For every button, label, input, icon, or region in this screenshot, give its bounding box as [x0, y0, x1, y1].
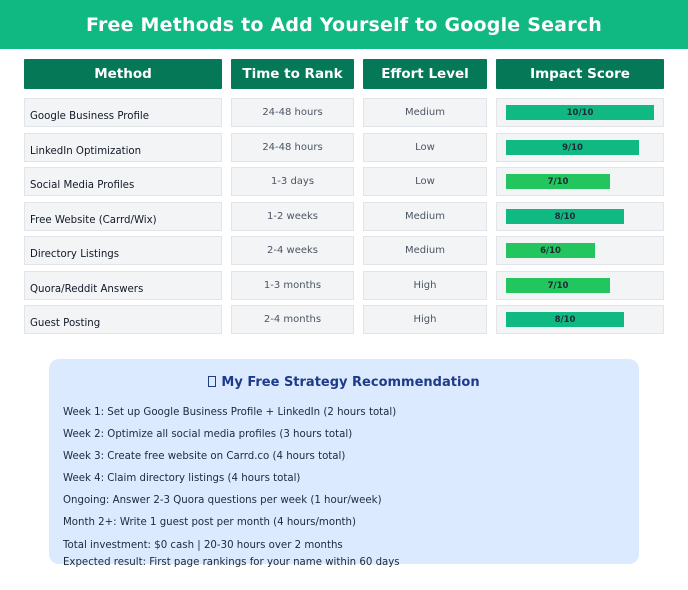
strategy-panel	[49, 359, 639, 568]
strategy-line-ongoing: Ongoing: Answer 2-3 Quora questions per week (1 hour/week)	[63, 495, 382, 506]
cell-effort-level: High	[363, 271, 487, 300]
cell-method: Social Media Profiles	[24, 167, 222, 196]
cell-time-to-rank: 24-48 hours	[231, 133, 354, 162]
impact-score-bar: 8/10	[506, 312, 624, 327]
cell-effort-level: Medium	[363, 98, 487, 127]
column-header-method: Method	[24, 59, 222, 89]
cell-effort-level: Medium	[363, 202, 487, 231]
strategy-line-week1: Week 1: Set up Google Business Profile + LinkedIn (2 hours total)	[63, 407, 397, 418]
cell-effort-level: Low	[363, 133, 487, 162]
cell-impact-score	[496, 236, 664, 265]
impact-score-bar: 6/10	[506, 243, 595, 258]
cell-effort-level: Low	[363, 167, 487, 196]
cell-time-to-rank: 2-4 months	[231, 305, 354, 334]
page-title: Free Methods to Add Yourself to Google Search	[0, 0, 688, 49]
impact-score-bar: 10/10	[506, 105, 654, 120]
cell-method: Quora/Reddit Answers	[24, 271, 222, 300]
column-header-effort-level: Effort Level	[363, 59, 487, 89]
cell-impact-score	[496, 271, 664, 300]
cell-method: LinkedIn Optimization	[24, 133, 222, 162]
cell-method: Google Business Profile	[24, 98, 222, 127]
strategy-line-week4: Week 4: Claim directory listings (4 hours total)	[63, 473, 301, 484]
cell-impact-score	[496, 202, 664, 231]
strategy-title	[49, 375, 639, 390]
cell-time-to-rank: 1-3 months	[231, 271, 354, 300]
strategy-line-total: Total investment: $0 cash | 20-30 hours over 2 months	[63, 540, 343, 551]
strategy-line-week2: Week 2: Optimize all social media profiles (3 hours total)	[63, 429, 353, 440]
strategy-line-expected: Expected result: First page rankings for your name within 60 days	[63, 557, 400, 568]
impact-score-bar: 7/10	[506, 278, 610, 293]
cell-impact-score	[496, 305, 664, 334]
strategy-line-week3: Week 3: Create free website on Carrd.co (4 hours total)	[63, 451, 346, 462]
cell-time-to-rank: 1-2 weeks	[231, 202, 354, 231]
column-header-impact-score: Impact Score	[496, 59, 664, 89]
cell-impact-score	[496, 133, 664, 162]
impact-score-bar: 8/10	[506, 209, 624, 224]
cell-impact-score	[496, 167, 664, 196]
impact-score-bar: 9/10	[506, 140, 639, 155]
cell-time-to-rank: 1-3 days	[231, 167, 354, 196]
strategy-title-text: My Free Strategy Recommendation	[221, 375, 480, 390]
clipboard-icon	[208, 376, 216, 387]
cell-time-to-rank: 24-48 hours	[231, 98, 354, 127]
impact-score-bar: 7/10	[506, 174, 610, 189]
cell-time-to-rank: 2-4 weeks	[231, 236, 354, 265]
strategy-line-month2: Month 2+: Write 1 guest post per month (4 hours/month)	[63, 517, 356, 528]
cell-method: Guest Posting	[24, 305, 222, 334]
cell-method: Directory Listings	[24, 236, 222, 265]
cell-method: Free Website (Carrd/Wix)	[24, 202, 222, 231]
column-header-time-to-rank: Time to Rank	[231, 59, 354, 89]
cell-effort-level: Medium	[363, 236, 487, 265]
cell-effort-level: High	[363, 305, 487, 334]
cell-impact-score	[496, 98, 664, 127]
